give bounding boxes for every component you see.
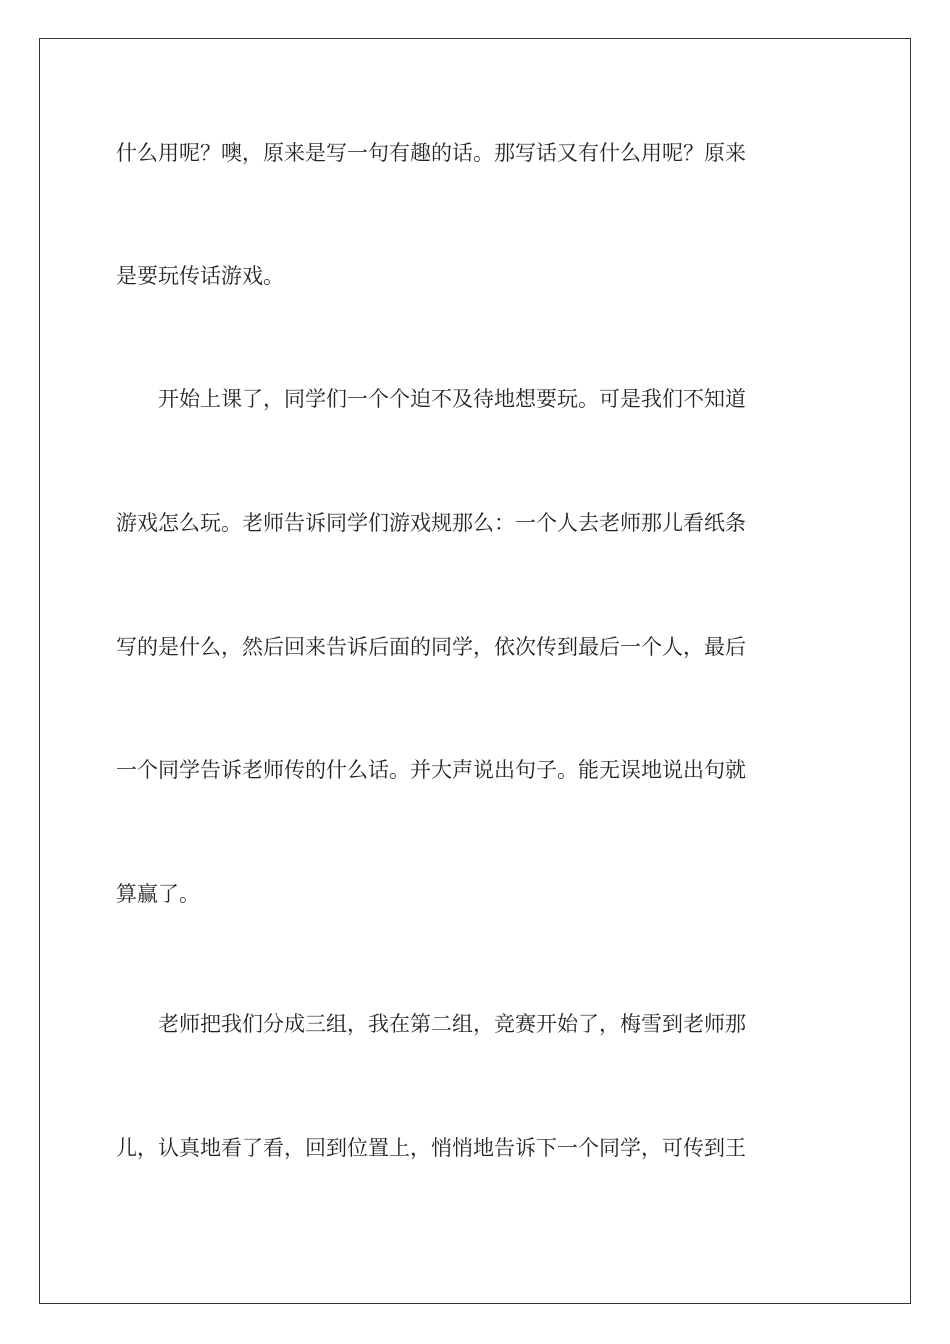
text-line-6: 一个同学告诉老师传的什么话。并大声说出句子。能无误地说出句就: [116, 758, 746, 782]
text-line-5: 写的是什么，然后回来告诉后面的同学，依次传到最后一个人，最后: [116, 635, 746, 659]
text-line-1: 什么用呢？噢，原来是写一句有趣的话。那写话又有什么用呢？原来: [116, 141, 746, 165]
text-line-9: 儿，认真地看了看，回到位置上，悄悄地告诉下一个同学，可传到王: [116, 1136, 746, 1160]
text-line-8: 老师把我们分成三组，我在第二组，竞赛开始了，梅雪到老师那: [116, 1012, 746, 1036]
text-line-7: 算赢了。: [116, 882, 200, 906]
text-line-2: 是要玩传话游戏。: [116, 264, 284, 288]
page-border: [39, 38, 911, 1304]
text-line-3: 开始上课了，同学们一个个迫不及待地想要玩。可是我们不知道: [116, 387, 746, 411]
text-line-4: 游戏怎么玩。老师告诉同学们游戏规那么：一个人去老师那儿看纸条: [116, 511, 746, 535]
